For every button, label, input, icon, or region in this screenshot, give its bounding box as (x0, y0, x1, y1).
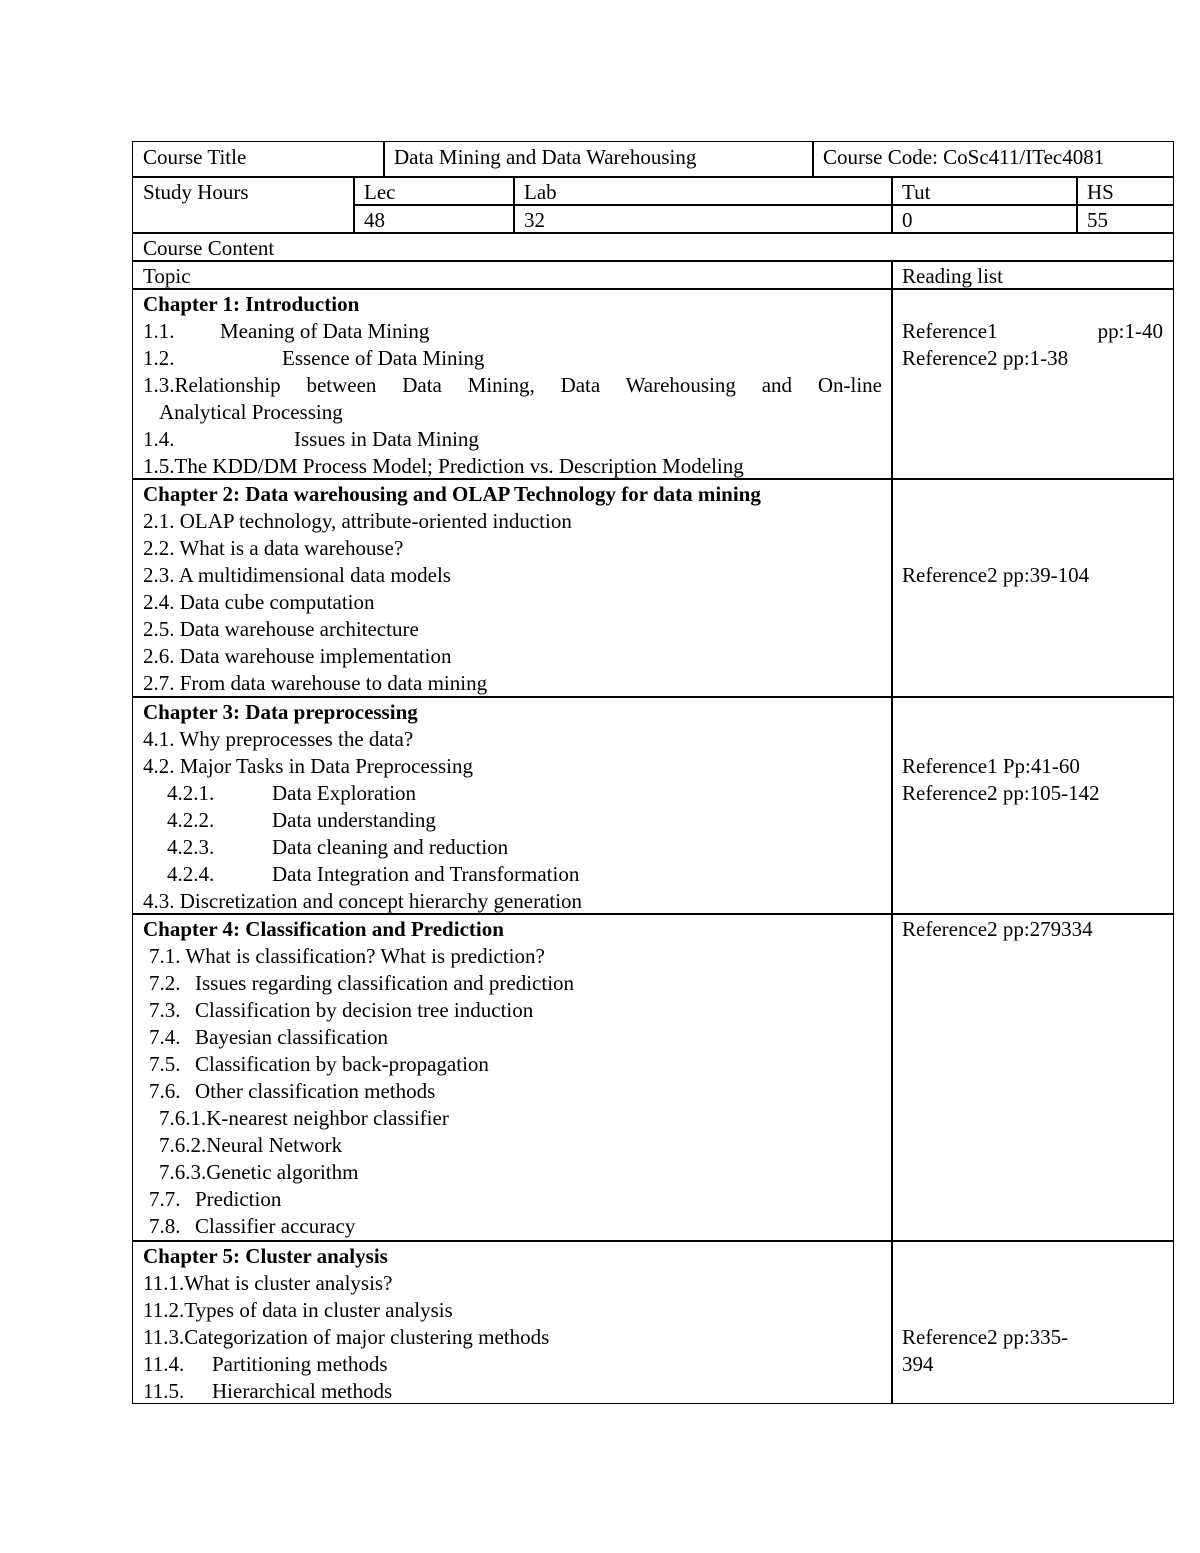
course-content-label-cell (132, 232, 1174, 262)
list-item: 11.2.Types of data in cluster analysis (143, 1298, 453, 1322)
study-hours-label: Study Hours (143, 180, 249, 204)
chapter-1-topics (132, 288, 893, 480)
list-item: 1.2. Essence of Data Mining (143, 346, 485, 370)
list-item: 11.3.Categorization of major clustering methods (143, 1325, 550, 1349)
list-item: 2.6. Data warehouse implementation (143, 644, 452, 668)
chapter-2-reading (891, 478, 1174, 698)
list-item: 7.5. Classification by back-propagation (149, 1052, 489, 1076)
hs-label-cell (1076, 176, 1174, 206)
lab-value: 32 (524, 208, 545, 232)
list-item: 7.4. Bayesian classification (149, 1025, 389, 1049)
list-item: 1.4. Issues in Data Mining (143, 427, 479, 451)
reading-item: 394 (902, 1352, 934, 1376)
tut-value: 0 (902, 208, 913, 232)
chapter-title: Chapter 2: Data warehousing and OLAP Technology for data mining (143, 482, 761, 506)
course-content-label: Course Content (143, 236, 275, 260)
chapter-5-topics (132, 1240, 893, 1404)
lec-label: Lec (364, 180, 396, 204)
list-item: 4.2. Major Tasks in Data Preprocessing (143, 754, 474, 778)
hs-label: HS (1087, 180, 1114, 204)
list-item: 7.3. Classification by decision tree induction (149, 998, 534, 1022)
list-item: 1.1. Meaning of Data Mining (143, 319, 430, 343)
list-item: 2.5. Data warehouse architecture (143, 617, 419, 641)
hs-value: 55 (1087, 208, 1108, 232)
list-item: 4.2.2. Data understanding (167, 808, 436, 832)
list-item: 7.6.1.K-nearest neighbor classifier (159, 1106, 449, 1130)
reading-item: Reference2 pp:105-142 (902, 781, 1100, 805)
course-title-value-cell (383, 141, 814, 178)
chapter-3-topics (132, 696, 893, 915)
list-item: 4.1. Why preprocesses the data? (143, 727, 414, 751)
list-item: 11.1.What is cluster analysis? (143, 1271, 393, 1295)
list-item: 11.4. Partitioning methods (143, 1352, 388, 1376)
reading-item: Reference2 pp:335- (902, 1325, 1069, 1349)
list-item: 7.6. Other classification methods (149, 1079, 436, 1103)
list-item: 1.3.Relationship between Data Mining, Data Warehousing and On-line (143, 373, 882, 397)
list-item: 7.7. Prediction (149, 1187, 282, 1211)
topic-header-cell (132, 260, 893, 290)
reading-header-cell (891, 260, 1174, 290)
hs-value-cell (1076, 204, 1174, 234)
chapter-4-reading (891, 913, 1174, 1242)
list-item: 7.1. What is classification? What is prediction? (149, 944, 545, 968)
list-item: 4.2.1. Data Exploration (167, 781, 417, 805)
list-item: 2.7. From data warehouse to data mining (143, 671, 488, 695)
course-title-label-cell (132, 141, 385, 178)
chapter-title: Chapter 5: Cluster analysis (143, 1244, 388, 1268)
tut-label-cell (891, 176, 1078, 206)
tut-label: Tut (902, 180, 931, 204)
reading-header: Reading list (902, 264, 1003, 288)
chapter-5-reading (891, 1240, 1174, 1404)
chapter-3-reading (891, 696, 1174, 915)
reading-item: Reference2 pp:279334 (902, 917, 1093, 941)
list-item: 4.3. Discretization and concept hierarchy generation (143, 889, 583, 913)
reading-item: Reference2 pp:39-104 (902, 563, 1090, 587)
chapter-title: Chapter 3: Data preprocessing (143, 700, 418, 724)
list-item: 7.8. Classifier accuracy (149, 1214, 356, 1238)
reading-item: Reference1 Pp:41-60 (902, 754, 1080, 778)
course-title-label: Course Title (143, 145, 247, 169)
reading-item: Reference1 pp:1-40 (902, 319, 1163, 343)
lec-value-cell (353, 204, 515, 234)
chapter-2-topics (132, 478, 893, 698)
list-item: 7.6.2.Neural Network (159, 1133, 343, 1157)
course-code: Course Code: CoSc411/ITec4081 (823, 145, 1105, 169)
list-item: 7.2. Issues regarding classification and prediction (149, 971, 575, 995)
list-item: 4.2.4. Data Integration and Transformation (167, 862, 580, 886)
reading-item: Reference2 pp:1-38 (902, 346, 1069, 370)
chapter-title: Chapter 4: Classification and Prediction (143, 917, 504, 941)
list-item: 1.5.The KDD/DM Process Model; Prediction vs. Description Modeling (143, 454, 744, 478)
tut-value-cell (891, 204, 1078, 234)
lab-value-cell (513, 204, 893, 234)
topic-header: Topic (143, 264, 191, 288)
list-item-continuation: Analytical Processing (159, 400, 343, 424)
chapter-1-reading (891, 288, 1174, 480)
study-hours-label-cell (132, 176, 355, 234)
list-item: 2.3. A multidimensional data models (143, 563, 451, 587)
list-item: 7.6.3.Genetic algorithm (159, 1160, 359, 1184)
list-item: 4.2.3. Data cleaning and reduction (167, 835, 509, 859)
lec-value: 48 (364, 208, 385, 232)
list-item: 2.2. What is a data warehouse? (143, 536, 404, 560)
list-item: 11.5. Hierarchical methods (143, 1379, 393, 1403)
lab-label: Lab (524, 180, 557, 204)
course-title-value: Data Mining and Data Warehousing (394, 145, 697, 169)
lec-label-cell (353, 176, 515, 206)
list-item: 2.4. Data cube computation (143, 590, 375, 614)
chapter-4-topics (132, 913, 893, 1242)
list-item: 2.1. OLAP technology, attribute-oriented induction (143, 509, 572, 533)
course-code-cell (812, 141, 1174, 178)
chapter-title: Chapter 1: Introduction (143, 292, 360, 316)
lab-label-cell (513, 176, 893, 206)
